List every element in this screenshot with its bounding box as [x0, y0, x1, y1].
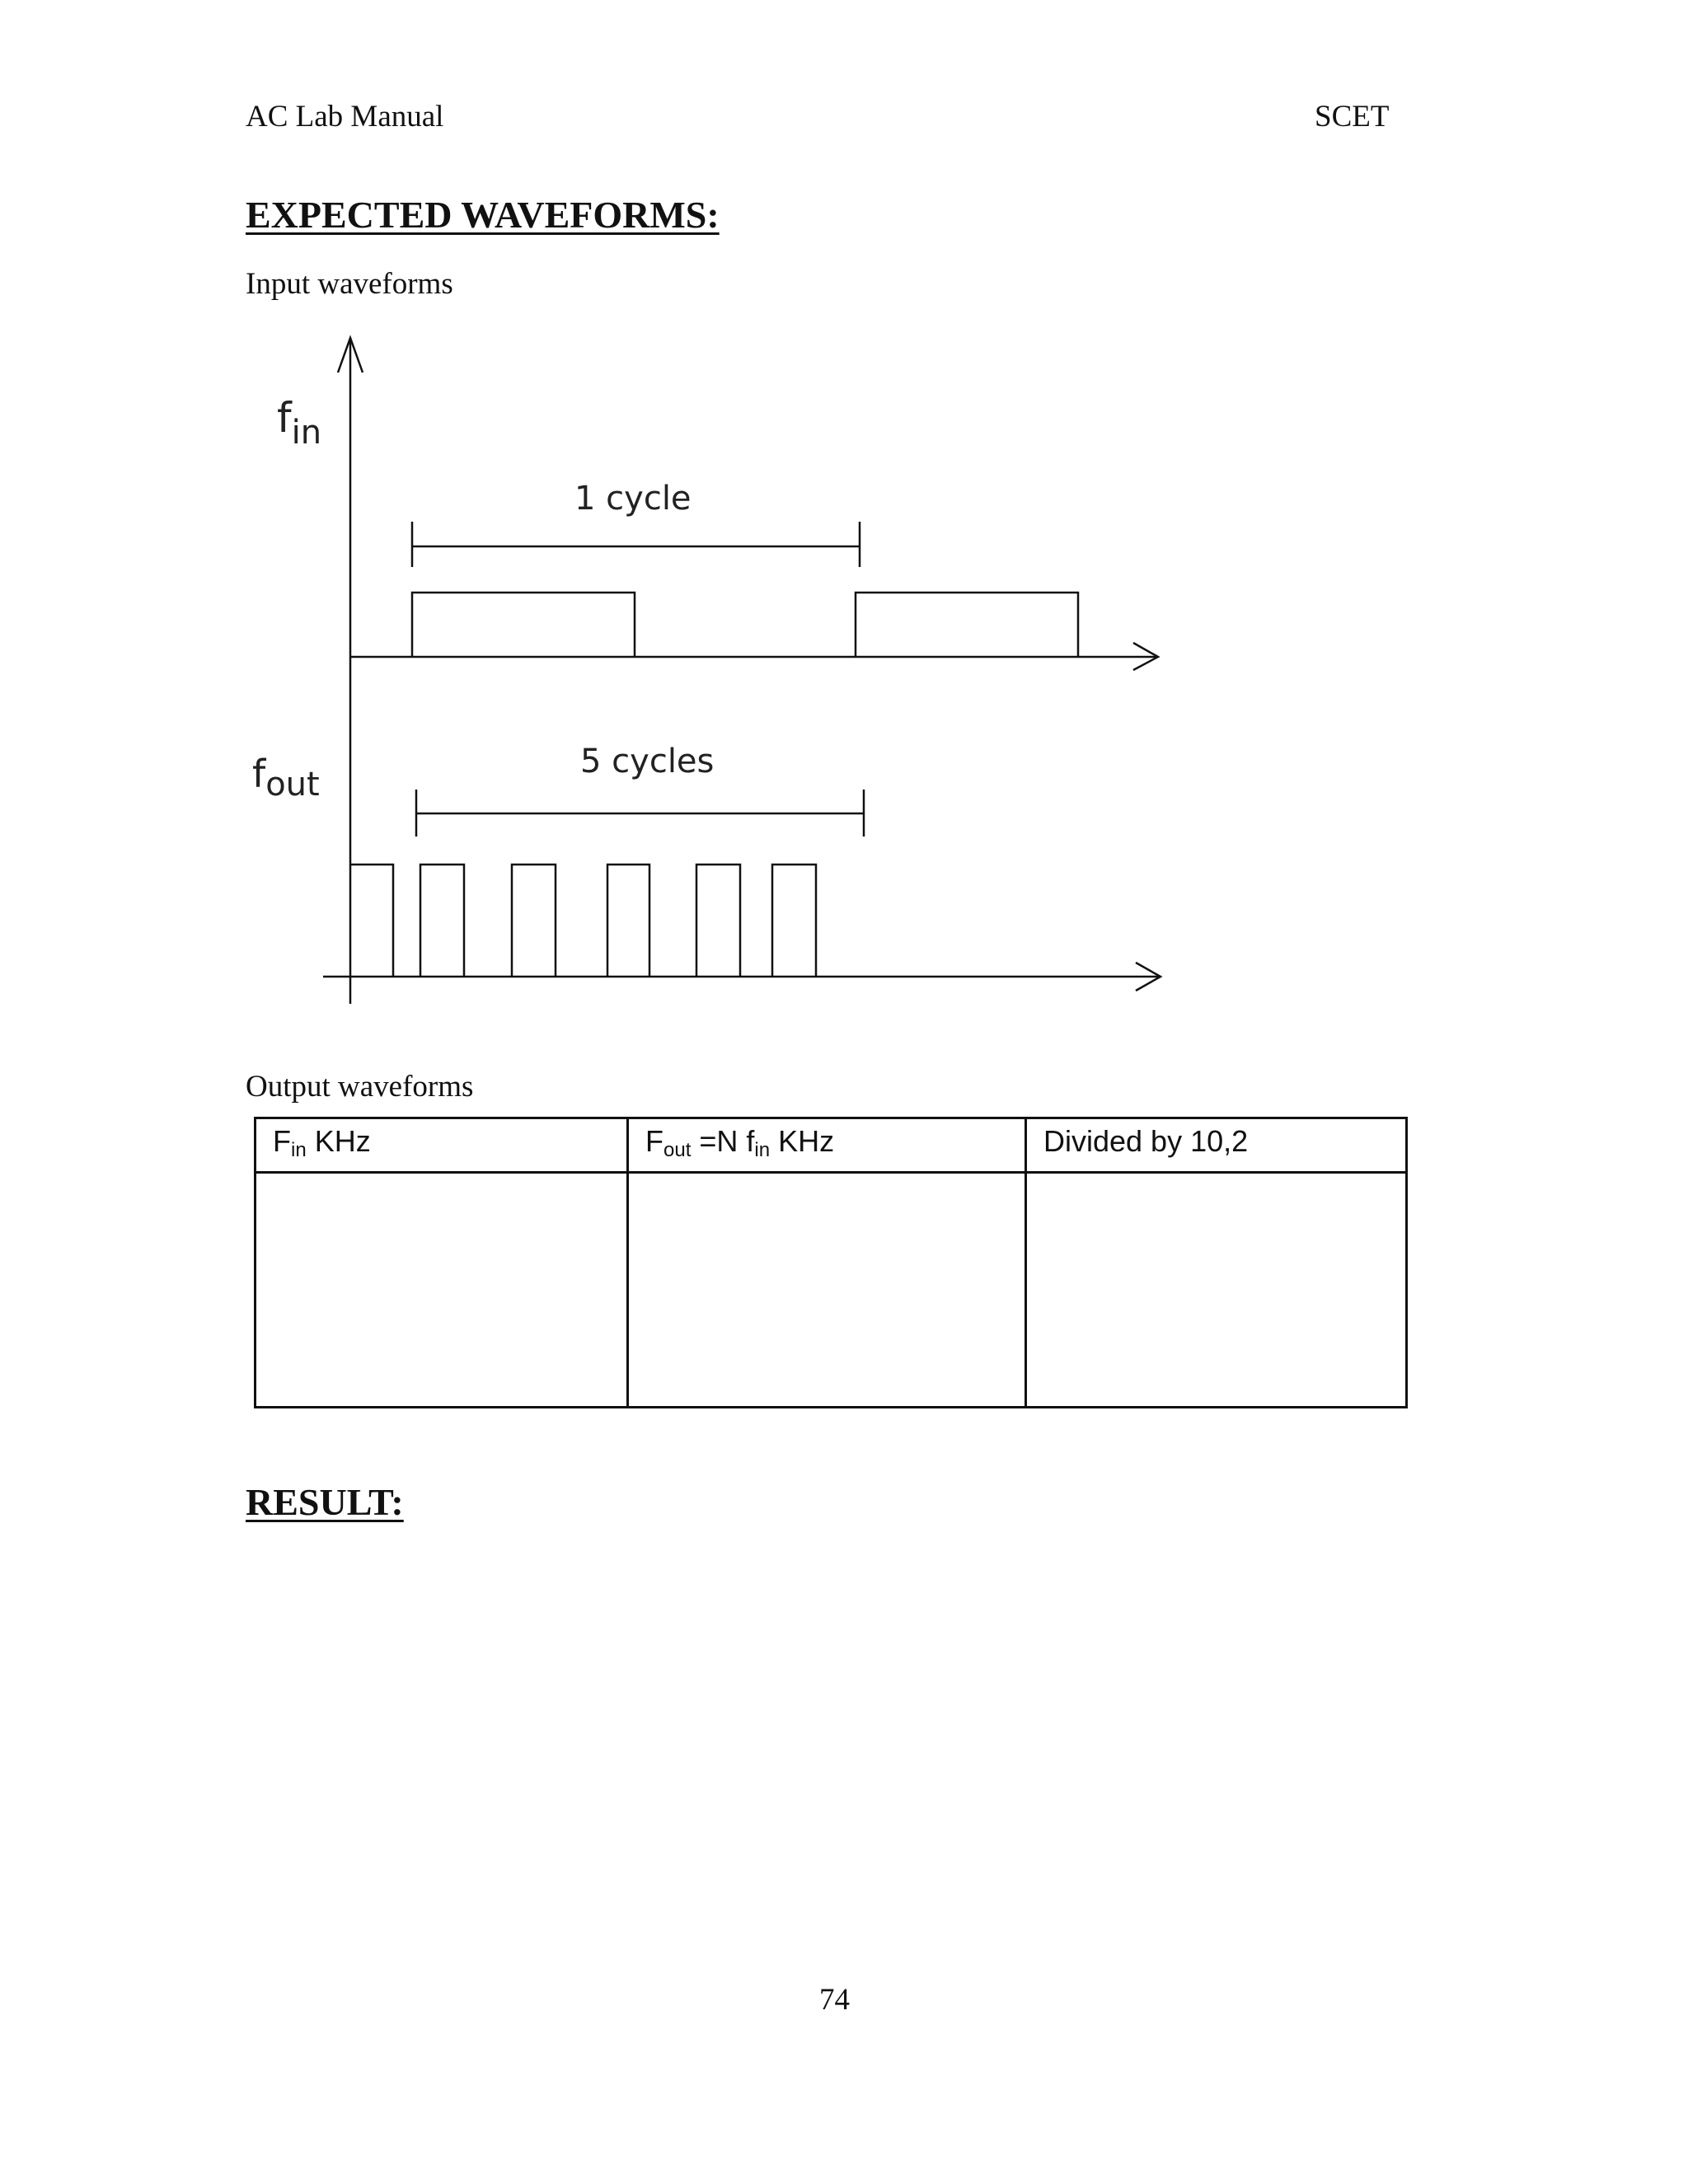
table-header-row [256, 1118, 1407, 1173]
input-pulse [412, 593, 635, 657]
output-pulse [607, 865, 649, 977]
header-left: AC Lab Manual [246, 100, 444, 134]
fout-label: fout [252, 752, 320, 804]
output-pulse [420, 865, 464, 977]
output-waveforms-caption: Output waveforms [246, 1070, 474, 1104]
one-cycle-label: 1 cycle [574, 480, 692, 518]
col-divided-by: Divided by 10,2 [1026, 1118, 1407, 1173]
col-fout-n-fin-khz: $F_{out} =N$ $f_{in}$ KHz [628, 1118, 1026, 1173]
result-heading: RESULT: [246, 1481, 404, 1523]
expected-waveforms-heading: EXPECTED WAVEFORMS: [246, 194, 720, 236]
input-waveforms-caption: Input waveforms [246, 267, 453, 301]
col-fin-khz: $F_{in}$ KHz [256, 1118, 628, 1173]
header-right: SCET [1315, 100, 1390, 134]
output-pulse [350, 865, 393, 977]
output-pulse [772, 865, 816, 977]
table-cell-empty [256, 1173, 628, 1408]
results-table [254, 1117, 1408, 1408]
waveform-diagram [0, 0, 1688, 1038]
output-pulse [696, 865, 740, 977]
table-cell-empty [1026, 1173, 1407, 1408]
page-number: 74 [819, 1983, 850, 2017]
input-pulse [856, 593, 1078, 657]
fin-label: $f_{in}$ [277, 394, 322, 452]
output-pulse [512, 865, 556, 977]
table-cell-empty [628, 1173, 1026, 1408]
results-table-wrapper [254, 1117, 1408, 1408]
table-row [256, 1173, 1407, 1408]
five-cycles-label: 5 cycles [580, 743, 715, 780]
